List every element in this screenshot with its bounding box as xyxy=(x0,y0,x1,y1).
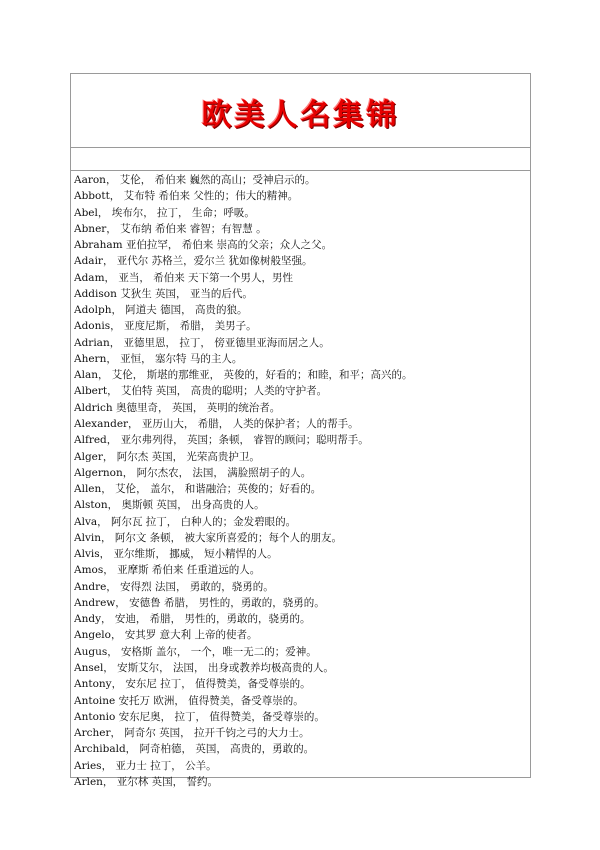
name-entry: Alvis， 亚尔维斯， 挪威， 短小精悍的人。 xyxy=(74,548,278,561)
name-entry: Adair， 亚代尔 苏格兰，爱尔兰 犹如像树般坚强。 xyxy=(74,255,313,268)
empty-row xyxy=(71,147,530,171)
name-entry: Adonis， 亚度尼斯， 希腊， 美男子。 xyxy=(74,320,257,333)
name-entry: Abraham 亚伯拉罕， 希伯来 崇高的父亲；众人之父。 xyxy=(74,239,333,252)
page-title: 欧美人名集锦 xyxy=(201,98,400,133)
title-cell xyxy=(71,74,530,148)
name-entry: Aries， 亚力士 拉丁， 公羊。 xyxy=(74,759,217,772)
name-entry: Amos， 亚摩斯 希伯来 任重道远的人。 xyxy=(74,564,261,577)
name-entry: Addison 艾狄生 英国， 亚当的后代。 xyxy=(74,287,253,300)
name-entry: Antony， 安东尼 拉丁， 值得赞美，备受尊崇的。 xyxy=(74,678,311,691)
name-entry: Archer， 阿奇尔 英国， 拉开千钧之弓的大力士。 xyxy=(74,727,310,740)
name-entry: Aaron， 艾伦， 希伯来 巍然的高山；受神启示的。 xyxy=(74,174,316,186)
name-entry: Allen， 艾伦， 盖尔， 和谐融洽；英俊的；好看的。 xyxy=(74,483,322,496)
name-entry: Antoine 安托万 欧洲， 值得赞美，备受尊崇的。 xyxy=(74,694,304,707)
name-entry: Ansel， 安斯艾尔， 法国， 出身或教养均极高贵的人。 xyxy=(74,661,334,674)
name-entry: Aldrich 奥德里奇， 英国， 英明的统治者。 xyxy=(74,401,281,414)
name-entry: Algernon， 阿尔杰农， 法国， 满脸照胡子的人。 xyxy=(74,466,312,479)
name-entry: Alan， 艾伦， 斯堪的那维亚， 英俊的，好看的；和睦，和平；高兴的。 xyxy=(74,369,413,382)
name-entry: Abner， 艾布纳 希伯来 睿智；有智慧 。 xyxy=(74,222,267,235)
name-entry: Alva， 阿尔瓦 拉丁， 白种人的；金发碧眼的。 xyxy=(74,515,297,528)
name-entry: Archibald， 阿奇柏德， 英国， 高贵的，勇敢的。 xyxy=(74,743,315,756)
name-entry: Alston， 奥斯顿 英国， 出身高贵的人。 xyxy=(74,499,265,512)
name-entry: Abbott， 艾布特 希伯来 父性的；伟大的精神。 xyxy=(74,190,299,203)
name-table xyxy=(70,73,531,788)
name-entry: Andre， 安得烈 法国， 勇敢的，骁勇的。 xyxy=(74,580,274,593)
name-entry: Angelo， 安其罗 意大利 上帝的使者。 xyxy=(74,629,258,642)
name-entry: Arlen， 亚尔林 英国， 誓约。 xyxy=(74,775,218,788)
name-entry: Andy， 安迪， 希腊， 男性的，勇敢的，骁勇的。 xyxy=(74,613,311,626)
name-entry: Albert， 艾伯特 英国， 高贵的聪明；人类的守护者。 xyxy=(74,385,328,398)
name-entry: Ahern， 亚恒， 塞尔特 马的主人。 xyxy=(74,352,243,365)
name-entry: Alvin， 阿尔文 条顿， 被大家所喜爱的；每个人的朋友。 xyxy=(74,531,343,544)
name-list xyxy=(74,172,526,790)
name-entry: Alger， 阿尔杰 英国， 光荣高贵护卫。 xyxy=(74,450,260,463)
name-entry: Adam， 亚当， 希伯来 天下第一个男人，男性 xyxy=(74,271,294,284)
name-entry: Adolph， 阿道夫 德国， 高贵的狼。 xyxy=(74,304,248,317)
name-entry: Antonio 安东尼奥， 拉丁， 值得赞美，备受尊崇的。 xyxy=(74,710,325,723)
name-entry: Abel， 埃布尔， 拉丁， 生命；呼吸。 xyxy=(74,206,255,219)
name-entry: Adrian， 亚德里恩， 拉丁， 傍亚德里亚海而居之人。 xyxy=(74,336,330,349)
name-entry: Alexander， 亚历山大， 希腊， 人类的保护者；人的帮手。 xyxy=(74,417,359,430)
name-entry: Augus， 安格斯 盖尔， 一个，唯一无二的；爱神。 xyxy=(74,645,317,658)
name-entry: Alfred， 亚尔弗列得， 英国；条顿， 睿智的顾问；聪明帮手。 xyxy=(74,434,369,447)
name-entry: Andrew， 安德鲁 希腊， 男性的，勇敢的，骁勇的。 xyxy=(74,596,325,609)
